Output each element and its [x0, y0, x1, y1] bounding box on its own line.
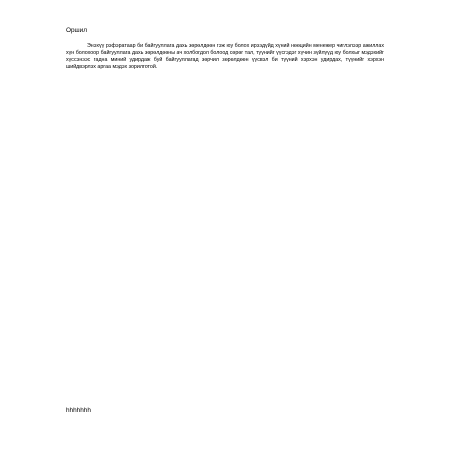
- footer-text: hhhhhhh: [66, 407, 91, 414]
- intro-paragraph: Энэхүү рэфэратаар би байгууллага дахь зөрөлдөөн гэж юу болох ирээдүйд хүний нөөцийн менежер чиглэлээр ажиллах хүн болохоор байгууллага дахь зөрөлдөөны ач холбогдол болоод сөрөг тал, түүнийг үүсгэдэг хүчин зүйлүүд юу болхыг мэдэхийг хүссэнээс гадна миний удирдаж буй байгууллагад зөрчил зөрөлдөөн үүсвэл би түүний хэрхэн удирдах, түүнийг хэрхэн шийдвэрлэх аргаа мэдэх зорилготой.: [66, 43, 384, 71]
- section-heading: Оршил: [66, 27, 87, 34]
